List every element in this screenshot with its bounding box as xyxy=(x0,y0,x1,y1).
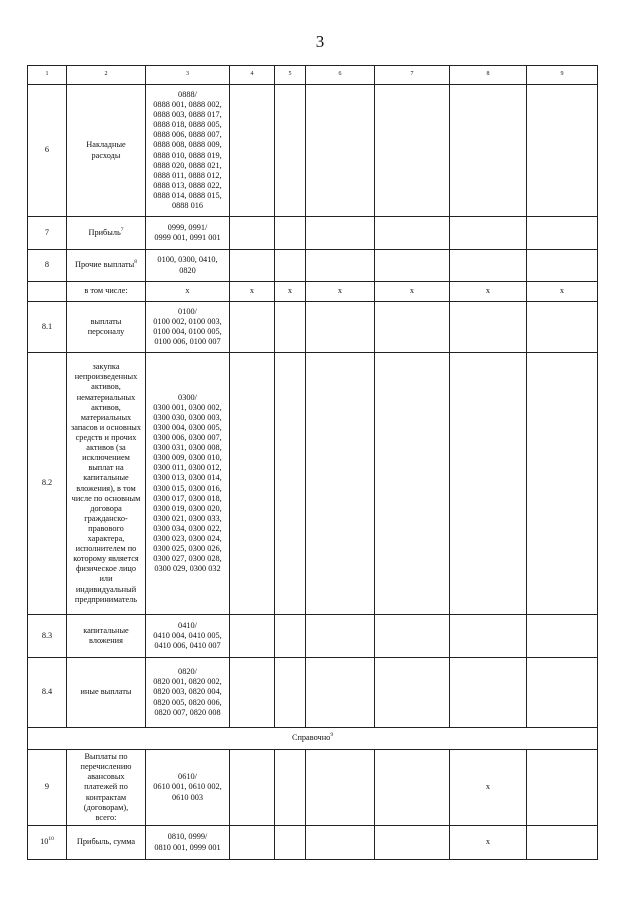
empty-cell xyxy=(306,615,375,658)
table-row xyxy=(28,353,598,615)
empty-cell xyxy=(275,353,306,615)
empty-cell xyxy=(450,658,527,728)
empty-cell xyxy=(275,217,306,250)
row-number: 8.2 xyxy=(28,353,67,615)
empty-cell xyxy=(306,750,375,826)
empty-cell xyxy=(375,826,450,860)
row-name: Выплаты по перечислению авансовых платежей по контрактам (договорам), всего: xyxy=(67,750,146,826)
column-number: 9 xyxy=(527,66,598,85)
empty-cell xyxy=(375,615,450,658)
row-name: выплаты персоналу xyxy=(67,302,146,353)
empty-cell xyxy=(527,750,598,826)
column-number: 4 xyxy=(230,66,275,85)
empty-cell xyxy=(230,302,275,353)
table-row xyxy=(28,302,598,353)
empty-cell xyxy=(275,302,306,353)
data-table xyxy=(27,65,598,860)
row-name: Прочие выплаты xyxy=(75,260,135,270)
empty-cell xyxy=(306,217,375,250)
row-number: 8.4 xyxy=(28,658,67,728)
x-mark: x xyxy=(450,282,527,302)
empty-cell xyxy=(450,302,527,353)
footnote-marker: 9 xyxy=(330,732,334,739)
row-number-cell xyxy=(28,826,67,860)
empty-cell xyxy=(275,615,306,658)
column-number: 5 xyxy=(275,66,306,85)
table-row xyxy=(28,217,598,250)
row-number: 8.1 xyxy=(28,302,67,353)
empty-cell xyxy=(450,217,527,250)
empty-cell xyxy=(450,85,527,217)
empty-cell xyxy=(306,302,375,353)
row-code: 0888/ 0888 001, 0888 002, 0888 003, 0888 017, 0888 018, 0888 005, 0888 006, 0888 007, 0888 008, 0888 009, 0888 010, 0888 019, 0888 020, 0888 021, 0888 011, 0888 012, 0888 013, 0888 022, 0888 014, 0888 015, 0888 016 xyxy=(146,85,230,217)
empty-cell xyxy=(527,302,598,353)
empty-cell xyxy=(306,826,375,860)
row-code: 0610/ 0610 001, 0610 002, 0610 003 xyxy=(146,750,230,826)
row-name: в том числе: xyxy=(67,282,146,302)
empty-cell xyxy=(306,250,375,282)
empty-cell xyxy=(230,250,275,282)
row-name-cell xyxy=(67,250,146,282)
empty-cell xyxy=(375,750,450,826)
column-number: 1 xyxy=(28,66,67,85)
empty-cell xyxy=(527,353,598,615)
empty-cell xyxy=(375,658,450,728)
row-code: 0100/ 0100 002, 0100 003, 0100 004, 0100 005, 0100 006, 0100 007 xyxy=(146,302,230,353)
empty-cell xyxy=(275,658,306,728)
footnote-marker: 10 xyxy=(48,836,54,843)
row-code: 0300/ 0300 001, 0300 002, 0300 030, 0300 003, 0300 004, 0300 005, 0300 006, 0300 007, 0300 031, 0300 008, 0300 009, 0300 010, 0300 011, 0300 012, 0300 013, 0300 014, 0300 015, 0300 016, 0300 017, 0300 018, 0300 019, 0300 020, 0300 021, 0300 033, 0300 034, 0300 022, 0300 023, 0300 024, 0300 025, 0300 026, 0300 027, 0300 028, 0300 029, 0300 032 xyxy=(146,353,230,615)
reference-label: Справочно xyxy=(291,733,331,743)
table-row xyxy=(28,658,598,728)
column-number: 6 xyxy=(306,66,375,85)
row-code: 0100, 0300, 0410, 0820 xyxy=(146,250,230,282)
empty-cell xyxy=(275,750,306,826)
table-row xyxy=(28,85,598,217)
empty-cell xyxy=(230,217,275,250)
empty-cell xyxy=(230,615,275,658)
column-number: 8 xyxy=(450,66,527,85)
row-number: 9 xyxy=(28,750,67,826)
row-name-cell xyxy=(67,217,146,250)
empty-cell xyxy=(527,217,598,250)
row-name: Прибыль, сумма xyxy=(67,826,146,860)
row-name: капитальные вложения xyxy=(67,615,146,658)
footnote-marker: 8 xyxy=(134,259,137,266)
reference-heading xyxy=(28,728,598,750)
empty-cell xyxy=(450,250,527,282)
table-row xyxy=(28,615,598,658)
row-number: 7 xyxy=(28,217,67,250)
empty-cell xyxy=(275,826,306,860)
row-code: 0999, 0991/ 0999 001, 0991 001 xyxy=(146,217,230,250)
empty-cell xyxy=(230,85,275,217)
x-mark: x xyxy=(275,282,306,302)
row-name: закупка непроизведенных активов, нематериальных активов, материальных запасов и основных средств и прочих активов (за исключением выплат на капитальные вложения), в том числе по основным договора гражданско- правового характера, исполнителем по которому является физическое лицо или индивидуальный предприниматель xyxy=(67,353,146,615)
table-row xyxy=(28,826,598,860)
empty-cell xyxy=(230,826,275,860)
empty-cell xyxy=(306,85,375,217)
empty-cell xyxy=(527,826,598,860)
empty-cell xyxy=(375,302,450,353)
row-number: 10 xyxy=(40,837,49,847)
empty-cell xyxy=(230,658,275,728)
x-mark: x xyxy=(230,282,275,302)
page-number: 3 xyxy=(315,32,325,51)
empty-cell xyxy=(527,85,598,217)
table-row xyxy=(28,282,598,302)
empty-cell xyxy=(450,615,527,658)
row-code: 0410/ 0410 004, 0410 005, 0410 006, 0410 007 xyxy=(146,615,230,658)
row-name: Прибыль xyxy=(88,227,121,237)
empty-cell xyxy=(450,353,527,615)
empty-cell xyxy=(306,658,375,728)
column-number: 3 xyxy=(146,66,230,85)
x-mark: x xyxy=(450,750,527,826)
row-number: 8 xyxy=(28,250,67,282)
row-name: иные выплаты xyxy=(67,658,146,728)
row-code: 0820/ 0820 001, 0820 002, 0820 003, 0820 004, 0820 005, 0820 006, 0820 007, 0820 008 xyxy=(146,658,230,728)
empty-cell xyxy=(230,353,275,615)
table-row xyxy=(28,250,598,282)
x-mark: x xyxy=(527,282,598,302)
row-number: 8.3 xyxy=(28,615,67,658)
empty-cell xyxy=(527,658,598,728)
empty-cell xyxy=(375,250,450,282)
empty-cell xyxy=(375,353,450,615)
x-mark: x xyxy=(450,826,527,860)
empty-cell xyxy=(527,250,598,282)
column-number: 2 xyxy=(67,66,146,85)
empty-cell xyxy=(306,353,375,615)
row-code: x xyxy=(146,282,230,302)
empty-cell xyxy=(275,85,306,217)
row-name: Накладные расходы xyxy=(67,85,146,217)
empty-cell xyxy=(375,85,450,217)
row-code: 0810, 0999/ 0810 001, 0999 001 xyxy=(146,826,230,860)
empty-cell xyxy=(230,750,275,826)
footnote-marker: 7 xyxy=(120,227,124,234)
x-mark: x xyxy=(306,282,375,302)
empty-cell xyxy=(375,217,450,250)
column-numbers-row xyxy=(28,66,598,85)
empty-cell xyxy=(527,615,598,658)
table-row xyxy=(28,750,598,826)
row-number xyxy=(28,282,67,302)
column-number: 7 xyxy=(375,66,450,85)
row-number: 6 xyxy=(28,85,67,217)
x-mark: x xyxy=(375,282,450,302)
reference-row xyxy=(28,728,598,750)
empty-cell xyxy=(275,250,306,282)
